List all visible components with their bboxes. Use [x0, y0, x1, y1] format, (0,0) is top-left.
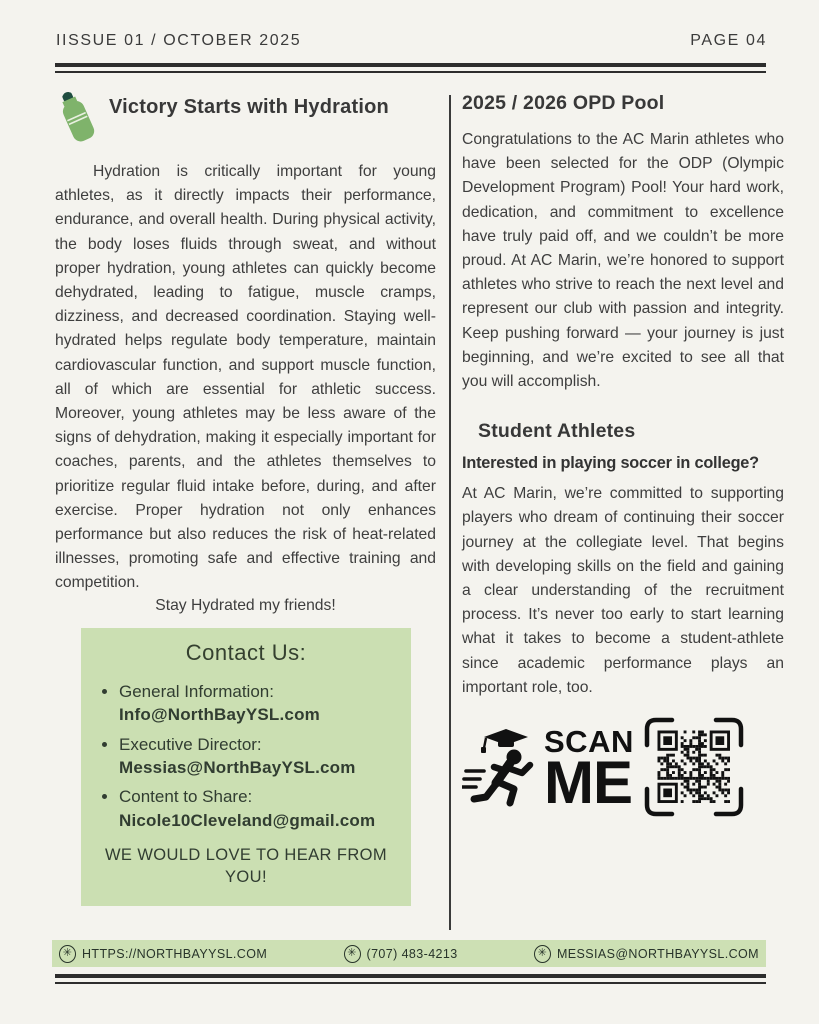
issue-label: IISSUE 01 / OCTOBER 2025 — [56, 32, 302, 49]
contact-label: • General Information: — [119, 681, 274, 701]
hydration-tagline: Stay Hydrated my friends! — [155, 596, 336, 614]
footer-website-text: HTTPS://NORTHBAYYSL.COM — [82, 946, 268, 961]
footer-email — [534, 945, 759, 963]
opd-title: 2025 / 2026 OPD Pool — [462, 92, 665, 114]
footer-contact-bar — [52, 940, 766, 967]
contact-email: Nicole10Cleveland@gmail.com — [119, 810, 376, 830]
scan-word: SCAN — [544, 724, 634, 760]
right-column — [462, 90, 784, 822]
asterisk-icon: ✳ — [534, 945, 551, 963]
page-header — [56, 32, 767, 50]
me-word: ME — [544, 748, 632, 816]
list-item — [119, 733, 393, 780]
qr-code — [644, 717, 744, 822]
opd-body-text: Congratulations to the AC Marin athletes who have been selected for the ODP (Olympic Development Program) Pool! Your hard work, dedication, and commitment to excellence have truly paid off, and we couldn’t be more proud. At AC Marin, we’re honored to support athletes who strive to reach the next level and represent our club with passion and integrity. Keep pushing forward — your journey is just beginning, and we’re excited to see all that you will accomplish. — [462, 131, 784, 391]
asterisk-icon: ✳ — [59, 945, 76, 963]
hydration-title-row — [55, 88, 436, 151]
list-item — [119, 680, 393, 727]
qr-modules — [657, 731, 730, 804]
page-number: PAGE 04 — [690, 32, 767, 49]
footer-phone — [344, 945, 458, 963]
graduate-runner-icon — [462, 721, 540, 818]
top-divider — [55, 63, 766, 73]
contact-label: • Executive Director: — [119, 734, 262, 754]
contact-box — [81, 628, 411, 907]
article-title: Victory Starts with Hydration — [109, 96, 389, 118]
contact-list — [119, 680, 393, 833]
hydration-body-text: Hydration is critically important for young athletes, as it directly impacts their performance, endurance, and overall health. During physical activity, the body loses fluids through sweat, and without proper hydration, young athletes can quickly become dehydrated, leading to fatigue, muscle cramps, dizziness, and decreased coordination. Staying well-hydrated helps regulate body temperature, maintain cardiovascular function, and support muscle function, all of which are essential for athletic success. Moreover, young athletes may be less aware of the signs of dehydration, making it especially important for coaches, parents, and the athletes themselves to prioritize regular fluid intake before, during, and after exercise. Proper hydration not only enhances performance but also reduces the risk of heat-related illnesses, promoting safe and effective training and competition. — [55, 163, 436, 592]
water-bottle-icon — [55, 90, 97, 151]
contact-email: Info@NorthBayYSL.com — [119, 705, 320, 725]
left-column — [55, 88, 436, 906]
contact-label: • Content to Share: — [119, 787, 253, 807]
asterisk-icon: ✳ — [344, 945, 361, 963]
student-body-text: At AC Marin, we’re committed to supporting players who dream of continuing their soccer journey at the collegiate level. That begins with developing skills on the field and gaining a clear understanding of the recruitment process. It’s never too early to start learning what it takes to become a student-athlete since academic performance plays an important role, too. — [462, 485, 784, 696]
list-item — [119, 785, 393, 832]
contact-title: Contact Us: — [185, 639, 307, 665]
college-question: Interested in playing soccer in college? — [462, 454, 759, 473]
scan-me-section — [462, 717, 784, 822]
contact-closing: WE WOULD LOVE TO HEAR FROM YOU! — [104, 846, 388, 886]
footer-phone-text: (707) 483-4213 — [366, 946, 458, 961]
contact-email: Messias@NorthBayYSL.com — [119, 758, 356, 778]
column-divider — [449, 95, 451, 930]
footer-website — [59, 945, 267, 963]
student-athletes-title: Student Athletes — [478, 420, 636, 443]
scan-me-label — [544, 724, 634, 816]
footer-email-text: MESSIAS@NORTHBAYYSL.COM — [556, 946, 759, 961]
bottom-divider — [55, 974, 766, 984]
